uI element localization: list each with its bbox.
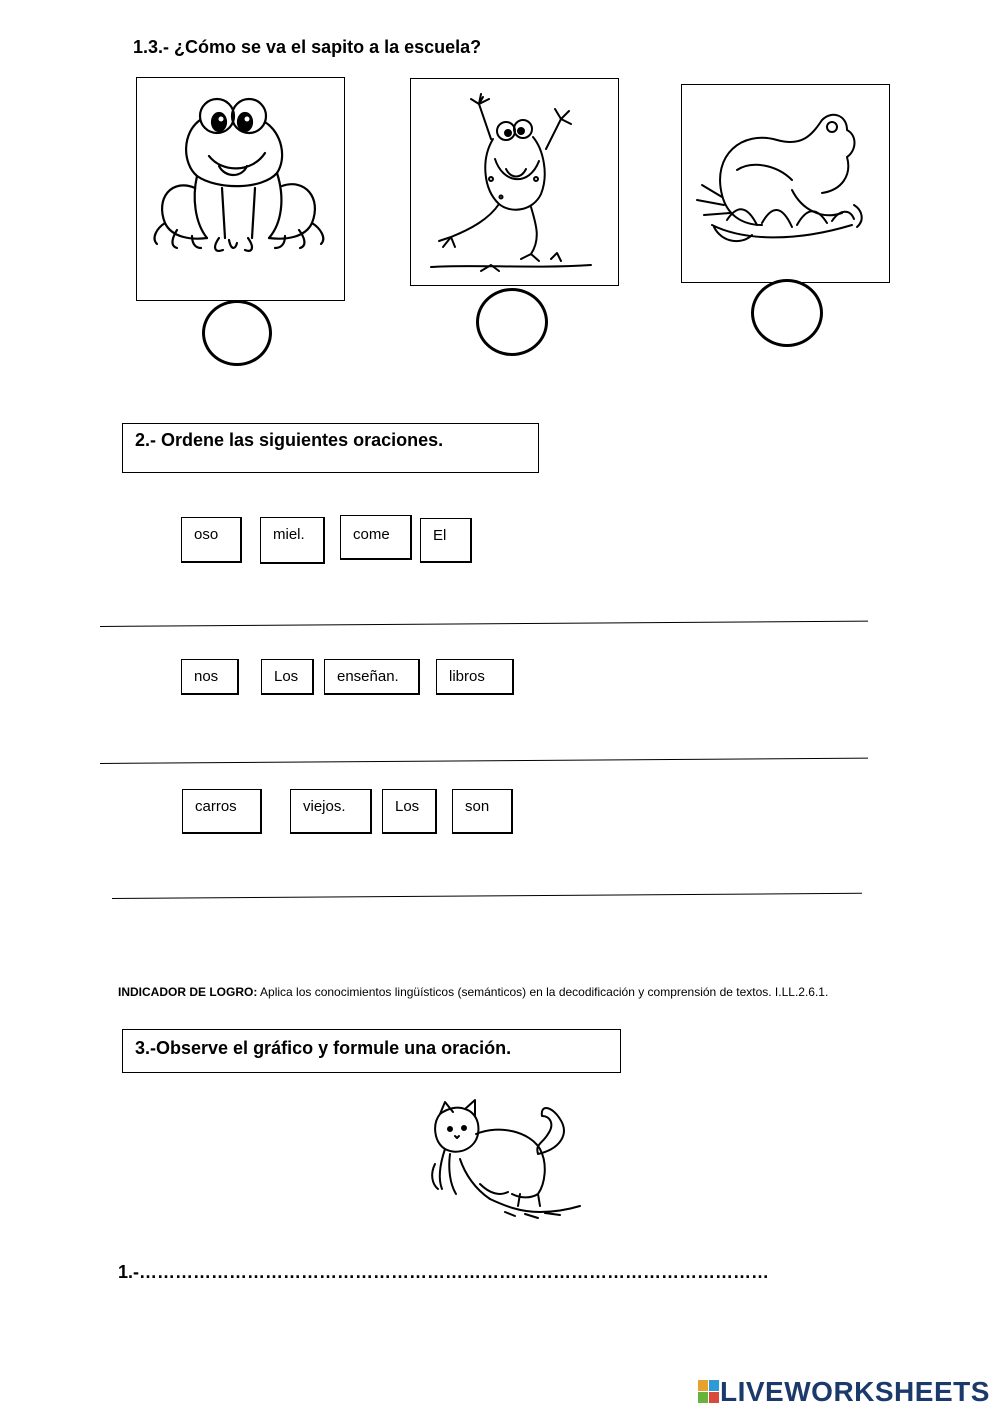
word-box[interactable]: miel. <box>260 517 325 564</box>
word-box[interactable]: son <box>452 789 513 834</box>
liveworksheets-logo <box>698 1376 990 1408</box>
frog-lily-pad-image <box>681 84 890 283</box>
word-box[interactable]: Los <box>382 789 437 834</box>
word-box[interactable]: nos <box>181 659 239 695</box>
frog-sitting-image <box>136 77 345 301</box>
question-2-title: 2.- Ordene las siguientes oraciones. <box>122 423 539 473</box>
answer-circle-1[interactable] <box>202 300 272 366</box>
word-box[interactable]: libros <box>436 659 514 695</box>
brand-name: LIVEWORKSHEETS <box>720 1376 990 1407</box>
word-box[interactable]: El <box>420 518 472 563</box>
question-1-title: 1.3.- ¿Cómo se va el sapito a la escuela? <box>133 37 482 57</box>
achievement-indicator <box>118 983 890 1001</box>
answer-line-1[interactable] <box>100 621 868 627</box>
answer-line-2[interactable] <box>100 758 868 764</box>
word-box[interactable]: Los <box>261 659 314 695</box>
indicator-text: Aplica los conocimientos lingüísticos (semánticos) en la decodificación y comprensión de textos. I.LL.2.6.1. <box>260 985 829 999</box>
liveworksheets-logo-icon <box>698 1380 720 1404</box>
indicator-label: INDICADOR DE LOGRO: <box>118 985 258 999</box>
answer-line-3-1[interactable]: 1.-…………………………………………………………………………………………… <box>118 1262 770 1282</box>
answer-circle-2[interactable] <box>476 288 548 356</box>
word-box[interactable]: viejos. <box>290 789 372 834</box>
word-box[interactable]: enseñan. <box>324 659 420 695</box>
frog-jumping-image <box>410 78 619 286</box>
answer-line-3[interactable] <box>112 893 862 899</box>
word-box[interactable]: come <box>340 515 412 560</box>
question-3-title: 3.-Observe el gráfico y formule una oración. <box>122 1029 621 1073</box>
word-box[interactable]: carros <box>182 789 262 834</box>
cat-with-sausages-image <box>420 1094 585 1224</box>
answer-circle-3[interactable] <box>751 279 823 347</box>
word-box[interactable]: oso <box>181 517 242 563</box>
